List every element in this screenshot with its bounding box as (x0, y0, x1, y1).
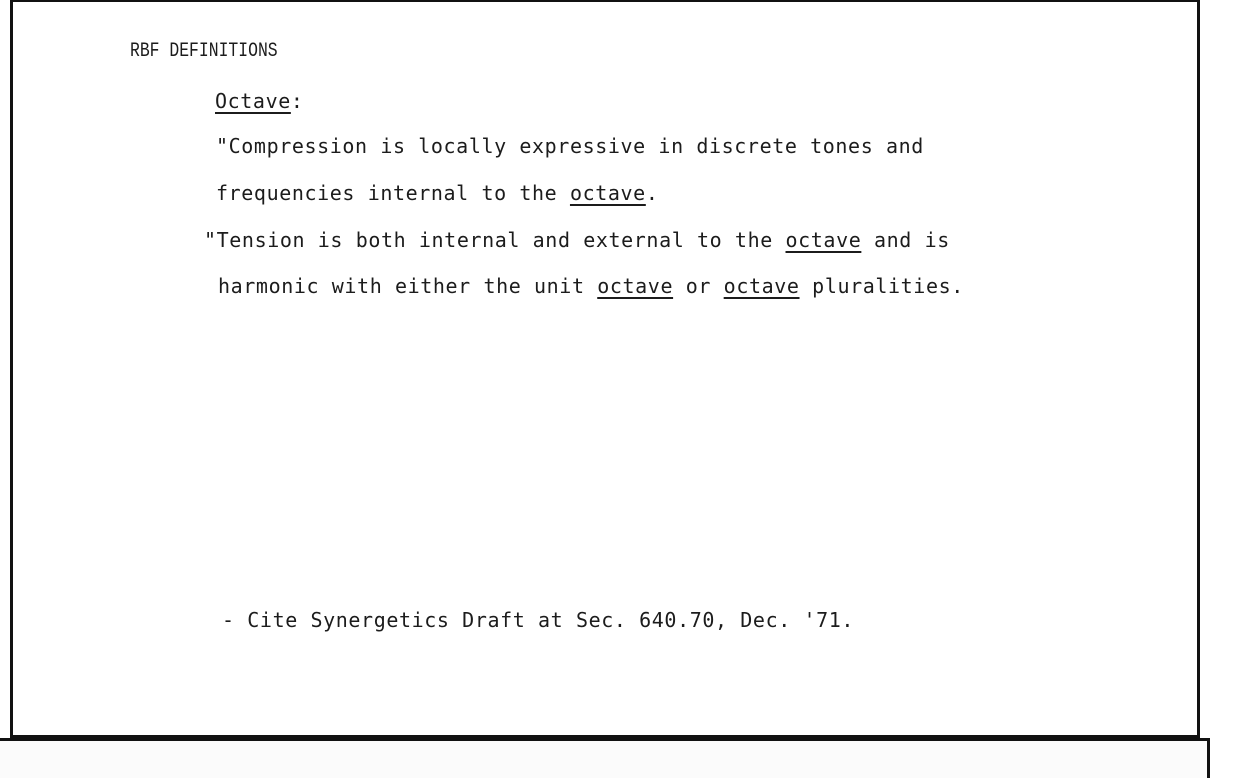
quote1-line2 (216, 181, 658, 205)
quote2-line2-end: pluralities. (799, 274, 964, 298)
underlined-word: octave (597, 274, 674, 298)
underlined-word: octave (569, 181, 646, 205)
quote1-line1: "Compression is locally expressive in discrete tones and (216, 134, 924, 158)
quote2-line1 (204, 228, 950, 252)
quote2-line2 (218, 274, 964, 298)
card-heading: RBF DEFINITIONS (130, 40, 278, 63)
quote1-line2-end: . (645, 181, 659, 205)
term-label: Octave (215, 89, 291, 113)
next-card-edge (0, 738, 1210, 778)
quote2-line2-mid: or (673, 274, 724, 298)
definition-term (215, 89, 304, 113)
quote2-line1-text: "Tension is both internal and external to the (204, 228, 786, 252)
citation: - Cite Synergetics Draft at Sec. 640.70, Dec. '71. (222, 608, 855, 632)
quote1-line2-text: frequencies internal to the (216, 181, 570, 205)
underlined-word: octave (723, 274, 800, 298)
quote2-line1-end: and is (861, 228, 950, 252)
term-colon: : (290, 89, 304, 113)
underlined-word: octave (785, 228, 862, 252)
quote2-line2-text: harmonic with either the unit (218, 274, 598, 298)
